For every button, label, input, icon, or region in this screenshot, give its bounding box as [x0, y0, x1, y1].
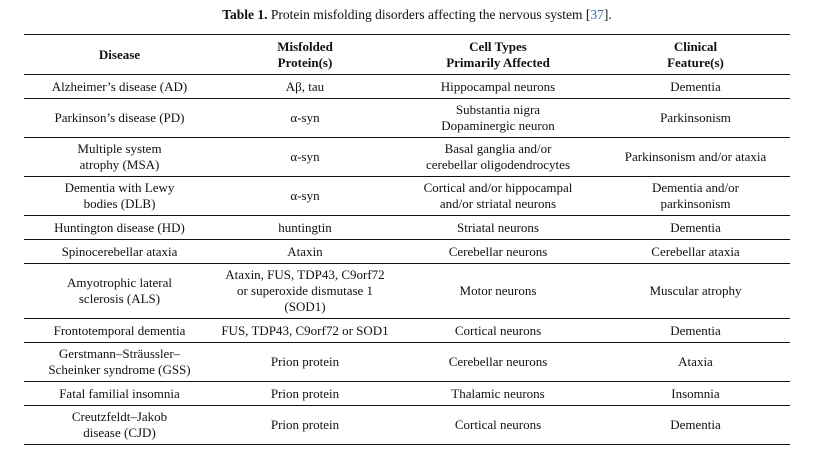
cell-cell-types [395, 343, 601, 382]
cell-text: Cortical and/or hippocampal [423, 180, 573, 195]
cell-disease [24, 240, 215, 264]
cell-misfolded-protein [215, 240, 395, 264]
table-row [24, 177, 790, 216]
cell-cell-types [395, 240, 601, 264]
cell-text: Motor neurons [459, 283, 537, 298]
cell-clinical-feature [601, 264, 790, 319]
cell-text: Prion protein [270, 385, 340, 401]
cell-text: Alzheimer’s disease (AD) [51, 78, 188, 94]
cell-disease [24, 138, 215, 177]
cell-text: Dementia [670, 322, 721, 338]
cell-text: Parkinsonism [660, 110, 731, 125]
cell-text: Substantia nigra [455, 102, 541, 117]
header-disease [24, 35, 215, 75]
cell-text: Parkinson’s disease (PD) [54, 110, 185, 125]
table-body [24, 75, 790, 445]
cell-misfolded-protein [215, 264, 395, 319]
header-text: Cell Types [469, 38, 527, 54]
header-text: Disease [98, 46, 141, 62]
cell-text: Cerebellar neurons [448, 243, 548, 259]
disorders-table [24, 34, 790, 445]
cell-text: parkinsonism [660, 196, 731, 211]
header-clinical-features [601, 35, 790, 75]
cell-text: and/or striatal neurons [439, 196, 557, 211]
cell-disease [24, 382, 215, 406]
cell-text: Creutzfeldt–Jakob [71, 409, 168, 424]
cell-disease [24, 264, 215, 319]
cell-misfolded-protein [215, 343, 395, 382]
cell-text: Dementia with Lewy [64, 180, 175, 195]
table-row [24, 240, 790, 264]
cell-text: Gerstmann–Sträussler– [58, 346, 181, 361]
cell-text: Thalamic neurons [451, 385, 545, 401]
cell-text: Insomnia [671, 385, 720, 401]
table-row [24, 138, 790, 177]
cell-cell-types [395, 177, 601, 216]
cell-disease [24, 319, 215, 343]
cell-text: Dementia [670, 219, 721, 235]
cell-text: disease (CJD) [83, 425, 156, 440]
cell-cell-types [395, 264, 601, 319]
cell-text: Muscular atrophy [649, 283, 742, 298]
cell-cell-types [395, 382, 601, 406]
header-text: Clinical [673, 38, 718, 54]
cell-text: Dementia [670, 78, 721, 94]
cell-cell-types [395, 75, 601, 99]
cell-disease [24, 406, 215, 445]
table-row [24, 406, 790, 445]
cell-text: α-syn [290, 110, 320, 125]
cell-clinical-feature [601, 216, 790, 240]
cell-disease [24, 216, 215, 240]
table-row [24, 75, 790, 99]
cell-text: Fatal familial insomnia [59, 385, 180, 401]
cell-disease [24, 99, 215, 138]
cell-text: Ataxia [678, 354, 713, 369]
cell-text: Frontotemporal dementia [53, 322, 186, 338]
caption-text-end: ]. [603, 7, 612, 22]
header-text: Feature(s) [667, 54, 724, 70]
cell-misfolded-protein [215, 99, 395, 138]
cell-clinical-feature [601, 177, 790, 216]
cell-text: Basal ganglia and/or [444, 141, 552, 156]
cell-text: Cortical neurons [454, 322, 542, 338]
cell-misfolded-protein [215, 138, 395, 177]
cell-text: α-syn [290, 188, 320, 203]
cell-text: cerebellar oligodendrocytes [425, 157, 570, 172]
cell-text: Huntington disease (HD) [54, 219, 185, 235]
cell-misfolded-protein [215, 216, 395, 240]
header-misfolded-proteins [215, 35, 395, 75]
cell-cell-types [395, 99, 601, 138]
cell-text: atrophy (MSA) [79, 157, 160, 172]
caption-text: Protein misfolding disorders affecting the nervous system [ [267, 7, 591, 22]
cell-misfolded-protein [215, 75, 395, 99]
cell-text: Dopaminergic neuron [441, 118, 555, 133]
header-text: Primarily Affected [446, 54, 550, 70]
table-row [24, 99, 790, 138]
cell-disease [24, 75, 215, 99]
table-row [24, 319, 790, 343]
cell-text: Ataxin [287, 243, 323, 259]
cell-text: FUS, TDP43, C9orf72 or SOD1 [221, 322, 389, 338]
cell-clinical-feature [601, 138, 790, 177]
cell-text: Parkinsonism and/or ataxia [624, 149, 767, 164]
cell-misfolded-protein [215, 406, 395, 445]
cell-text: Dementia and/or [652, 180, 739, 195]
cell-text: α-syn [290, 149, 320, 164]
cell-clinical-feature [601, 382, 790, 406]
cell-cell-types [395, 138, 601, 177]
cell-text: sclerosis (ALS) [78, 291, 161, 306]
cell-misfolded-protein [215, 382, 395, 406]
cell-clinical-feature [601, 240, 790, 264]
cell-text: Ataxin, FUS, TDP43, C9orf72 [225, 267, 385, 282]
table-row [24, 343, 790, 382]
cell-text: (SOD1) [284, 299, 326, 314]
cell-text: Multiple system [77, 141, 162, 156]
cell-text: Cerebellar neurons [448, 354, 548, 369]
caption-label: Table 1. [222, 7, 268, 22]
header-cell-types [395, 35, 601, 75]
header-text: Misfolded [277, 38, 333, 54]
cell-text: Scheinker syndrome (GSS) [48, 362, 191, 377]
header-text: Protein(s) [277, 54, 333, 70]
cell-clinical-feature [601, 75, 790, 99]
table-header [24, 35, 790, 75]
cell-misfolded-protein [215, 319, 395, 343]
table-row [24, 382, 790, 406]
cell-text: Amyotrophic lateral [66, 275, 173, 290]
cell-text: Dementia [670, 417, 721, 432]
cell-text: Hippocampal neurons [440, 78, 556, 94]
cell-clinical-feature [601, 99, 790, 138]
table-row [24, 264, 790, 319]
header-row [24, 35, 790, 75]
cell-cell-types [395, 406, 601, 445]
citation-link[interactable]: 37 [590, 7, 604, 22]
cell-clinical-feature [601, 343, 790, 382]
table-row [24, 216, 790, 240]
cell-clinical-feature [601, 406, 790, 445]
cell-disease [24, 343, 215, 382]
cell-text: Cortical neurons [454, 417, 542, 432]
cell-cell-types [395, 319, 601, 343]
cell-text: bodies (DLB) [83, 196, 156, 211]
table-caption [0, 6, 834, 24]
cell-misfolded-protein [215, 177, 395, 216]
cell-text: Striatal neurons [457, 219, 539, 235]
cell-text: Prion protein [270, 417, 340, 432]
cell-text: huntingtin [278, 219, 332, 235]
cell-text: Aβ, tau [285, 78, 325, 94]
cell-text: Spinocerebellar ataxia [61, 243, 178, 259]
cell-text: or superoxide dismutase 1 [236, 283, 374, 298]
cell-clinical-feature [601, 319, 790, 343]
cell-text: Cerebellar ataxia [651, 243, 740, 259]
cell-disease [24, 177, 215, 216]
cell-cell-types [395, 216, 601, 240]
cell-text: Prion protein [270, 354, 340, 369]
